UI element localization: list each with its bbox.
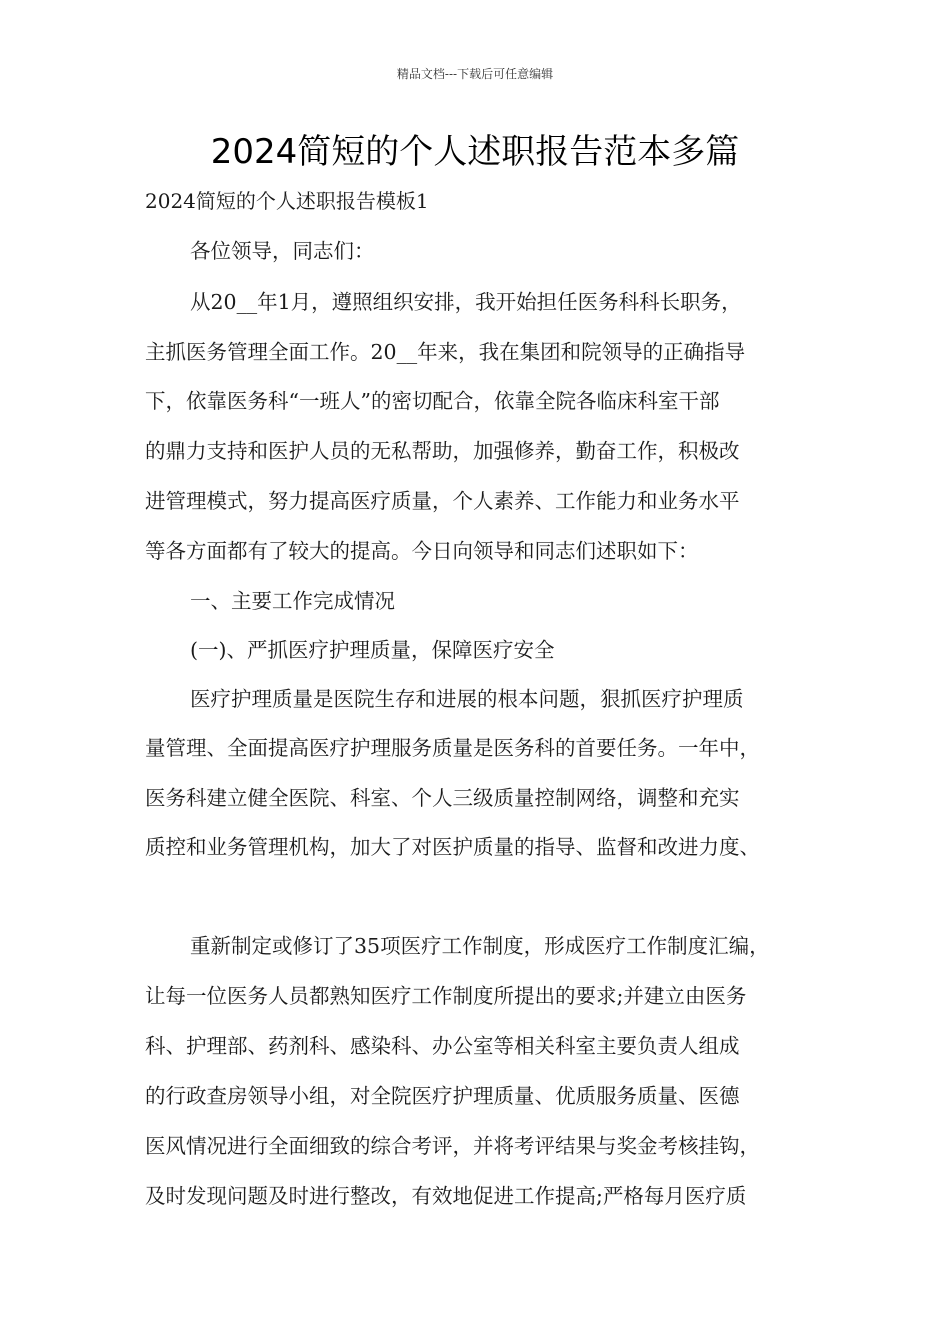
- paragraph-line: 主抓医务管理全面工作。20__年来，我在集团和院领导的正确指导: [145, 340, 746, 364]
- paragraph-line: 医风情况进行全面细致的综合考评，并将考评结果与奖金考核挂钩，: [145, 1134, 760, 1158]
- paragraph-line: 等各方面都有了较大的提高。今日向领导和同志们述职如下：: [145, 539, 699, 563]
- paragraph-line: 让每一位医务人员都熟知医疗工作制度所提出的要求;并建立由医务: [145, 984, 747, 1008]
- subsection-heading: (一)、严抓医疗护理质量，保障医疗安全: [190, 638, 555, 662]
- document-title: 2024简短的个人述职报告范本多篇: [210, 132, 740, 172]
- page-header: 精品文档---下载后可任意编辑: [396, 67, 554, 81]
- salutation: 各位领导，同志们：: [190, 239, 375, 263]
- paragraph-line: 进管理模式，努力提高医疗质量，个人素养、工作能力和业务水平: [145, 489, 740, 513]
- paragraph-line: 医务科建立健全医院、科室、个人三级质量控制网络，调整和充实: [145, 786, 740, 810]
- paragraph-line: 的鼎力支持和医护人员的无私帮助，加强修养，勤奋工作，积极改: [145, 439, 740, 463]
- paragraph-line: 质控和业务管理机构，加大了对医护质量的指导、监督和改进力度、: [145, 835, 760, 859]
- paragraph-line: 及时发现问题及时进行整改，有效地促进工作提高;严格每月医疗质: [145, 1184, 747, 1208]
- paragraph-line: 量管理、全面提高医疗护理服务质量是医务科的首要任务。一年中，: [145, 736, 760, 760]
- paragraph-line: 重新制定或修订了35项医疗工作制度，形成医疗工作制度汇编，: [190, 934, 770, 958]
- paragraph-line: 医疗护理质量是医院生存和进展的根本问题，狠抓医疗护理质: [190, 687, 744, 711]
- paragraph-line: 从20__年1月，遵照组织安排，我开始担任医务科科长职务，: [190, 290, 742, 314]
- paragraph-line: 科、护理部、药剂科、感染科、办公室等相关科室主要负责人组成: [145, 1034, 740, 1058]
- paragraph-line: 的行政查房领导小组，对全院医疗护理质量、优质服务质量、医德: [145, 1084, 740, 1108]
- section-heading: 一、主要工作完成情况: [190, 589, 395, 613]
- paragraph-line: 下，依靠医务科“一班人”的密切配合，依靠全院各临床科室干部: [145, 389, 720, 413]
- document-subtitle: 2024简短的个人述职报告模板1: [145, 189, 429, 213]
